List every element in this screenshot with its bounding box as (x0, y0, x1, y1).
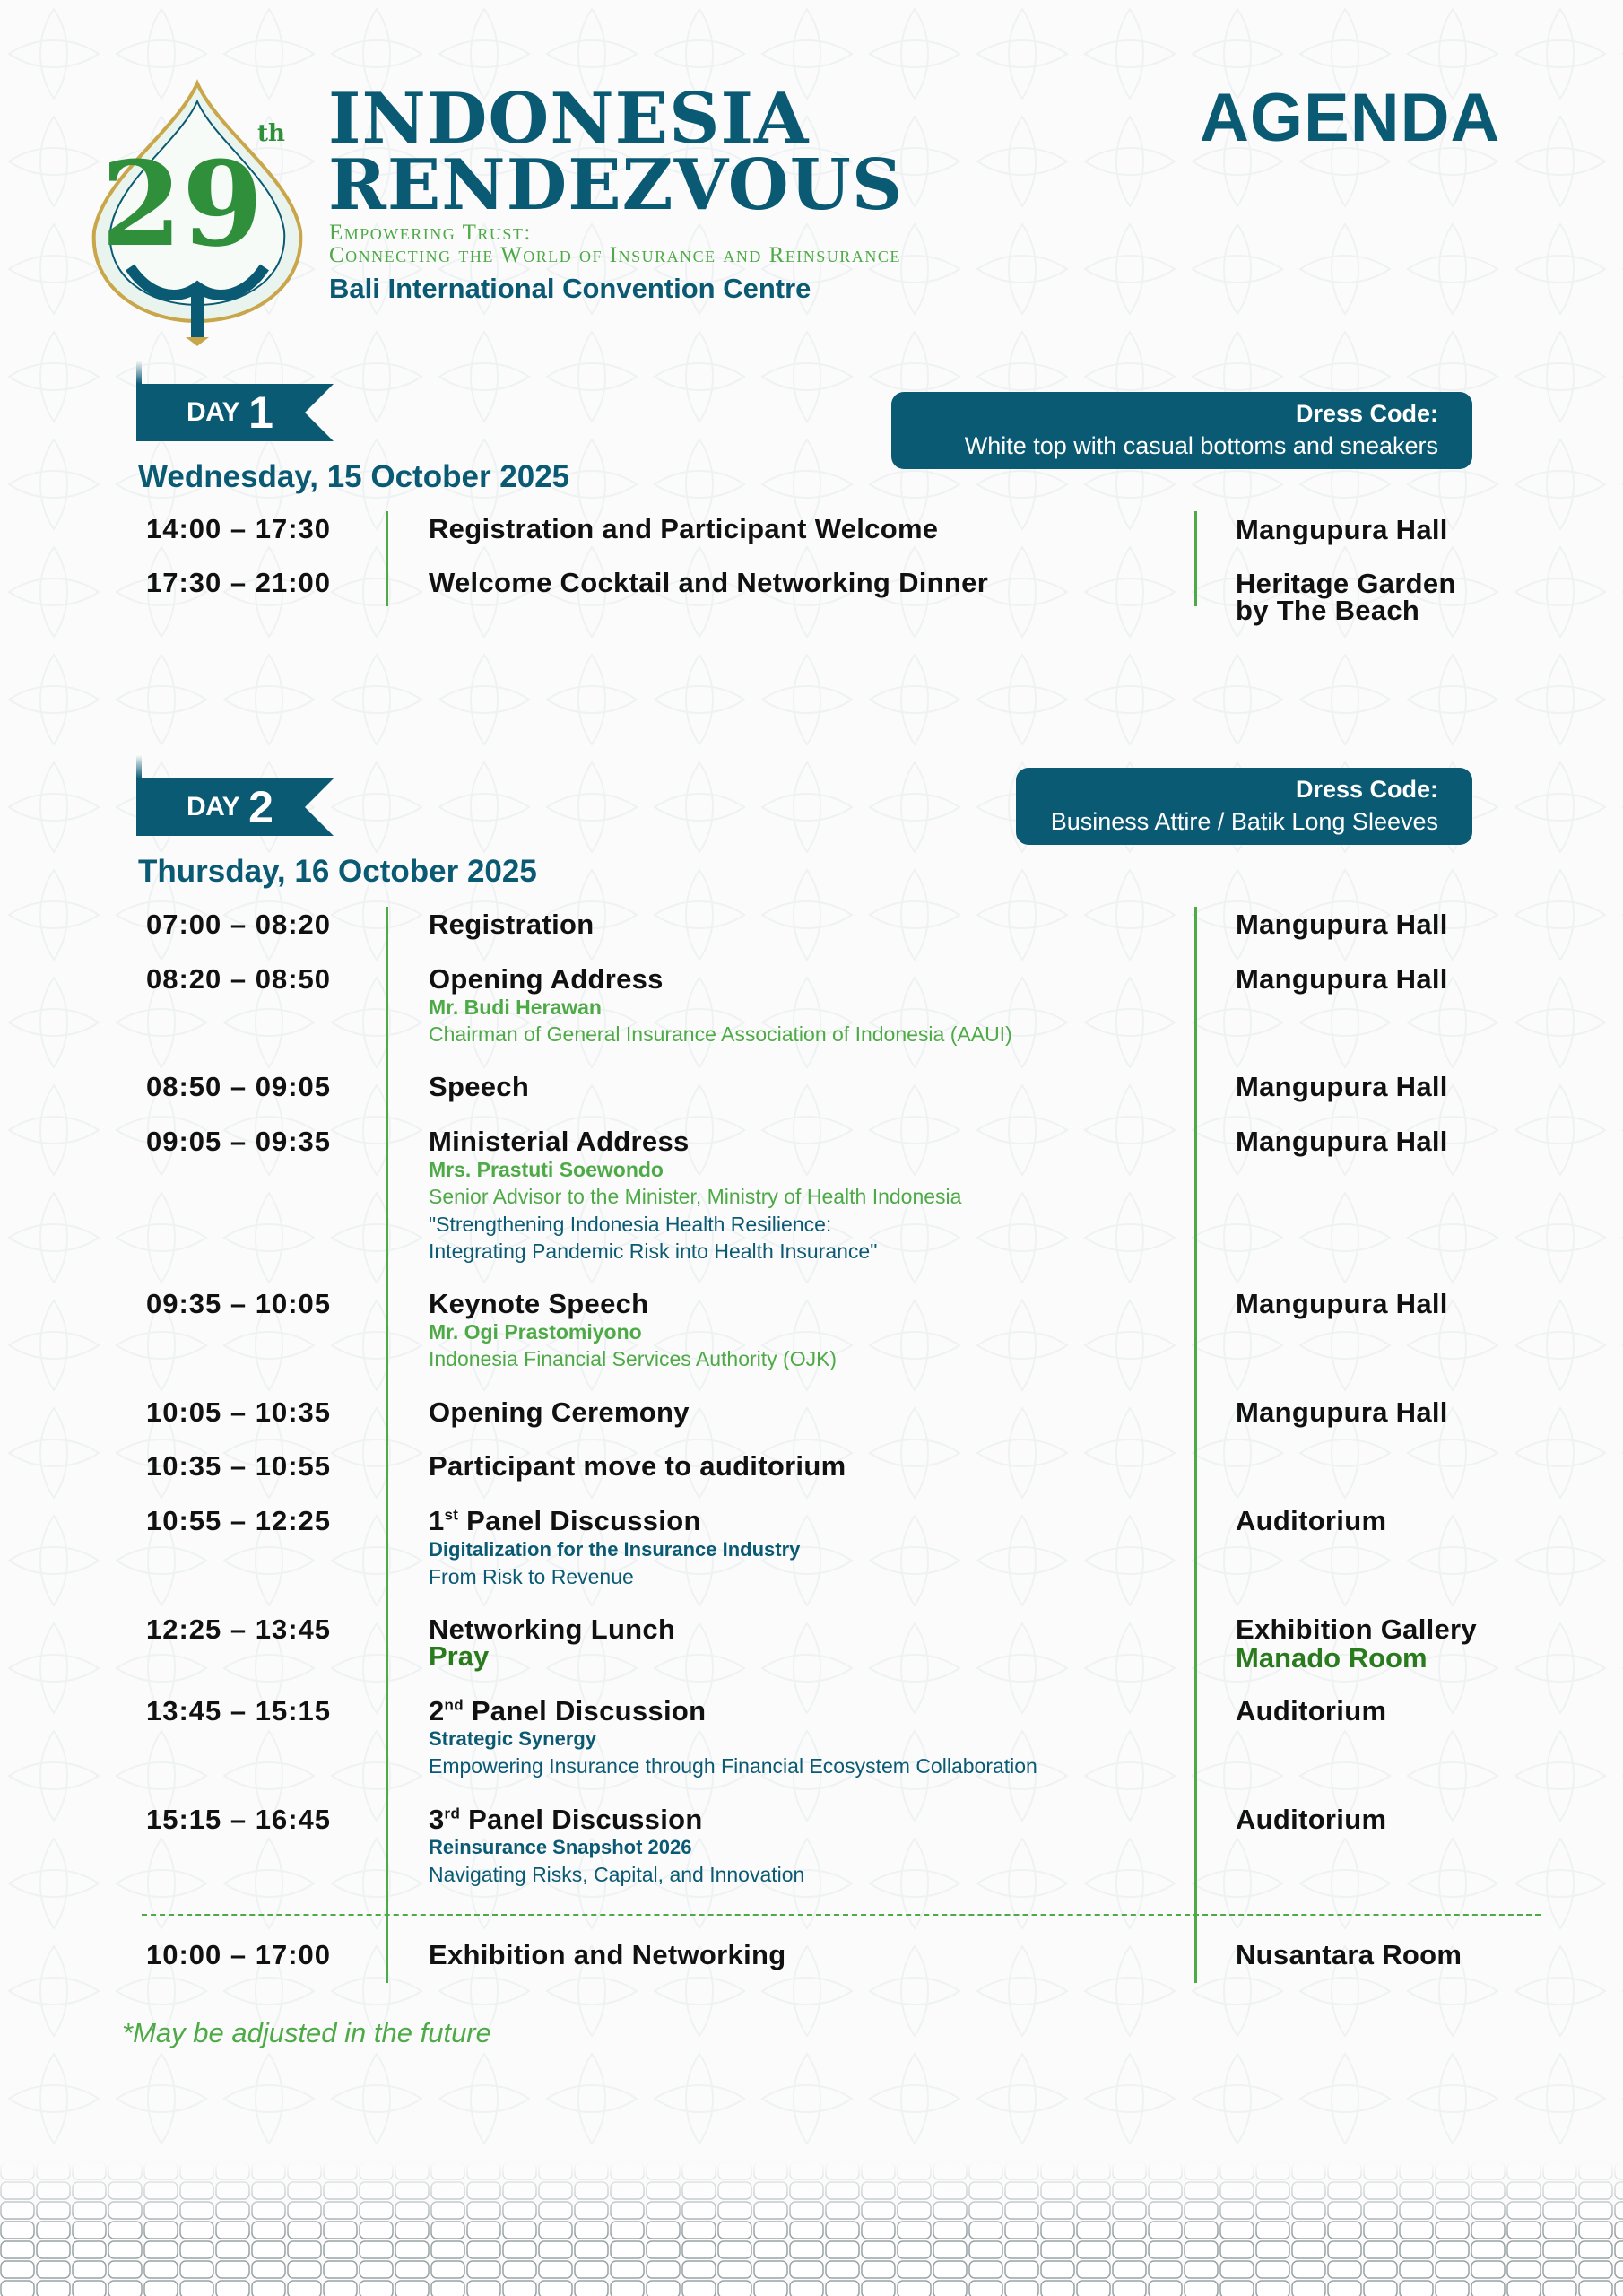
event-title-line1: INDONESIA (328, 78, 810, 160)
day2-row-time: 12:25 – 13:45 (146, 1613, 332, 1645)
exhibition-location: Nusantara Room (1236, 1939, 1462, 1970)
day2-row-event: 1st Panel Discussion (429, 1505, 701, 1536)
speech-title-line1: "Strengthening Indonesia Health Resilience: (429, 1213, 832, 1236)
tagline-line2: Connecting the World of Insurance and Reinsurance (329, 243, 901, 267)
day1-date: Wednesday, 15 October 2025 (138, 459, 570, 494)
speaker-name: Mr. Ogi Prastomiyono (429, 1320, 642, 1344)
logo-number: 29 (100, 135, 264, 273)
exhibition-time: 10:00 – 17:00 (146, 1939, 332, 1970)
day1-ribbon (136, 384, 343, 448)
day2-dress-code (1016, 768, 1472, 845)
day2-row-location: Mangupura Hall (1236, 909, 1448, 940)
panel-topic: Digitalization for the Insurance Industry (429, 1538, 801, 1561)
day2-dress-label: Dress Code: (1295, 776, 1438, 803)
event-logo (85, 79, 309, 348)
day1-row2-location-line2: by The Beach (1236, 595, 1420, 626)
day2-row-location: Auditorium (1236, 1695, 1387, 1726)
exhibition-event: Exhibition and Networking (429, 1939, 786, 1970)
day2-number: 2 (248, 782, 273, 832)
day2-row-event: Registration (429, 909, 595, 940)
day2-row-event: Participant move to auditorium (429, 1450, 846, 1482)
day2-row-time: 07:00 – 08:20 (146, 909, 332, 940)
day2-row-event: 2nd Panel Discussion (429, 1695, 707, 1726)
day2-row-time: 13:45 – 15:15 (146, 1695, 332, 1726)
day2-row-time: 10:55 – 12:25 (146, 1505, 332, 1536)
day1-divider-right (1194, 511, 1197, 606)
day2-row-location: Exhibition Gallery (1236, 1613, 1477, 1645)
section-divider (142, 1914, 1541, 1916)
day1-row1-location: Mangupura Hall (1236, 514, 1448, 545)
speaker-role: Senior Advisor to the Minister, Ministry of Health Indonesia (429, 1185, 962, 1208)
event-title-line2: RENDEZVOUS (328, 144, 904, 226)
day1-dress-label: Dress Code: (1295, 400, 1438, 427)
day2-row-location: Auditorium (1236, 1804, 1387, 1835)
day1-number: 1 (248, 387, 273, 438)
decorative-floor (0, 2161, 1623, 2296)
speaker-name: Mrs. Prastuti Soewondo (429, 1158, 664, 1181)
day1-dress-value: White top with casual bottoms and sneakers (964, 431, 1438, 459)
day2-ribbon (136, 778, 343, 843)
day2-row-location: Mangupura Hall (1236, 1396, 1448, 1428)
day2-row-event: Opening Ceremony (429, 1396, 690, 1428)
day2-row-event: Keynote Speech (429, 1288, 649, 1319)
day2-row-location: Mangupura Hall (1236, 1126, 1448, 1157)
day2-row-event: 3rd Panel Discussion (429, 1804, 703, 1835)
day2-divider-left (386, 907, 388, 1983)
day2-dress-value: Business Attire / Batik Long Sleeves (1050, 807, 1438, 835)
panel-topic: Strategic Synergy (429, 1727, 597, 1750)
day2-row-time: 10:05 – 10:35 (146, 1396, 332, 1428)
tagline-line1: Empowering Trust: (329, 221, 532, 245)
day2-date: Thursday, 16 October 2025 (138, 854, 537, 889)
venue-name: Bali International Convention Centre (329, 273, 812, 304)
day2-row-event: Speech (429, 1071, 530, 1102)
speaker-role: Chairman of General Insurance Association of Indonesia (AAUI) (429, 1022, 1012, 1046)
panel-subtopic: Empowering Insurance through Financial Ecosystem Collaboration (429, 1754, 1037, 1778)
logo-superscript: th (257, 120, 285, 147)
footnote: *May be adjusted in the future (122, 2017, 491, 2048)
day2-row-event: Ministerial Address (429, 1126, 690, 1157)
day1-row1-time: 14:00 – 17:30 (146, 513, 332, 544)
agenda-heading: AGENDA (1200, 80, 1501, 156)
day2-label: DAY (187, 792, 240, 822)
day2-row-location: Mangupura Hall (1236, 1071, 1448, 1102)
panel-subtopic: From Risk to Revenue (429, 1565, 634, 1588)
day1-divider-left (386, 511, 388, 606)
day2-row-time: 15:15 – 16:45 (146, 1804, 332, 1835)
day2-row-time: 08:50 – 09:05 (146, 1071, 332, 1102)
panel-topic: Reinsurance Snapshot 2026 (429, 1836, 692, 1858)
day2-row-time: 10:35 – 10:55 (146, 1450, 332, 1482)
speaker-role: Indonesia Financial Services Authority (OJK) (429, 1347, 838, 1370)
day1-row2-event: Welcome Cocktail and Networking Dinner (429, 567, 989, 598)
day2-row-time: 09:05 – 09:35 (146, 1126, 332, 1157)
speech-title-line2: Integrating Pandemic Risk into Health Insurance" (429, 1239, 878, 1263)
day2-row-event: Networking Lunch (429, 1613, 676, 1645)
day2-row-event: Opening Address (429, 963, 664, 995)
day2-row-time: 08:20 – 08:50 (146, 963, 332, 995)
day2-row-location: Auditorium (1236, 1505, 1387, 1536)
day2-row-event-secondary: Pray (429, 1640, 490, 1672)
day1-label: DAY (187, 397, 240, 427)
day2-row-location: Mangupura Hall (1236, 1288, 1448, 1319)
speaker-name: Mr. Budi Herawan (429, 996, 602, 1019)
day2-row-time: 09:35 – 10:05 (146, 1288, 332, 1319)
day2-divider-right (1194, 907, 1197, 1983)
day1-dress-code (891, 392, 1472, 469)
ribbon-fold (136, 755, 142, 778)
panel-subtopic: Navigating Risks, Capital, and Innovation (429, 1863, 805, 1886)
day1-row2-location-line1: Heritage Garden (1236, 568, 1456, 599)
day2-row-location: Mangupura Hall (1236, 963, 1448, 995)
day2-row-location-secondary: Manado Room (1236, 1642, 1428, 1674)
ribbon-fold (136, 361, 142, 384)
day1-row2-time: 17:30 – 21:00 (146, 567, 332, 598)
day1-row1-event: Registration and Participant Welcome (429, 513, 939, 544)
